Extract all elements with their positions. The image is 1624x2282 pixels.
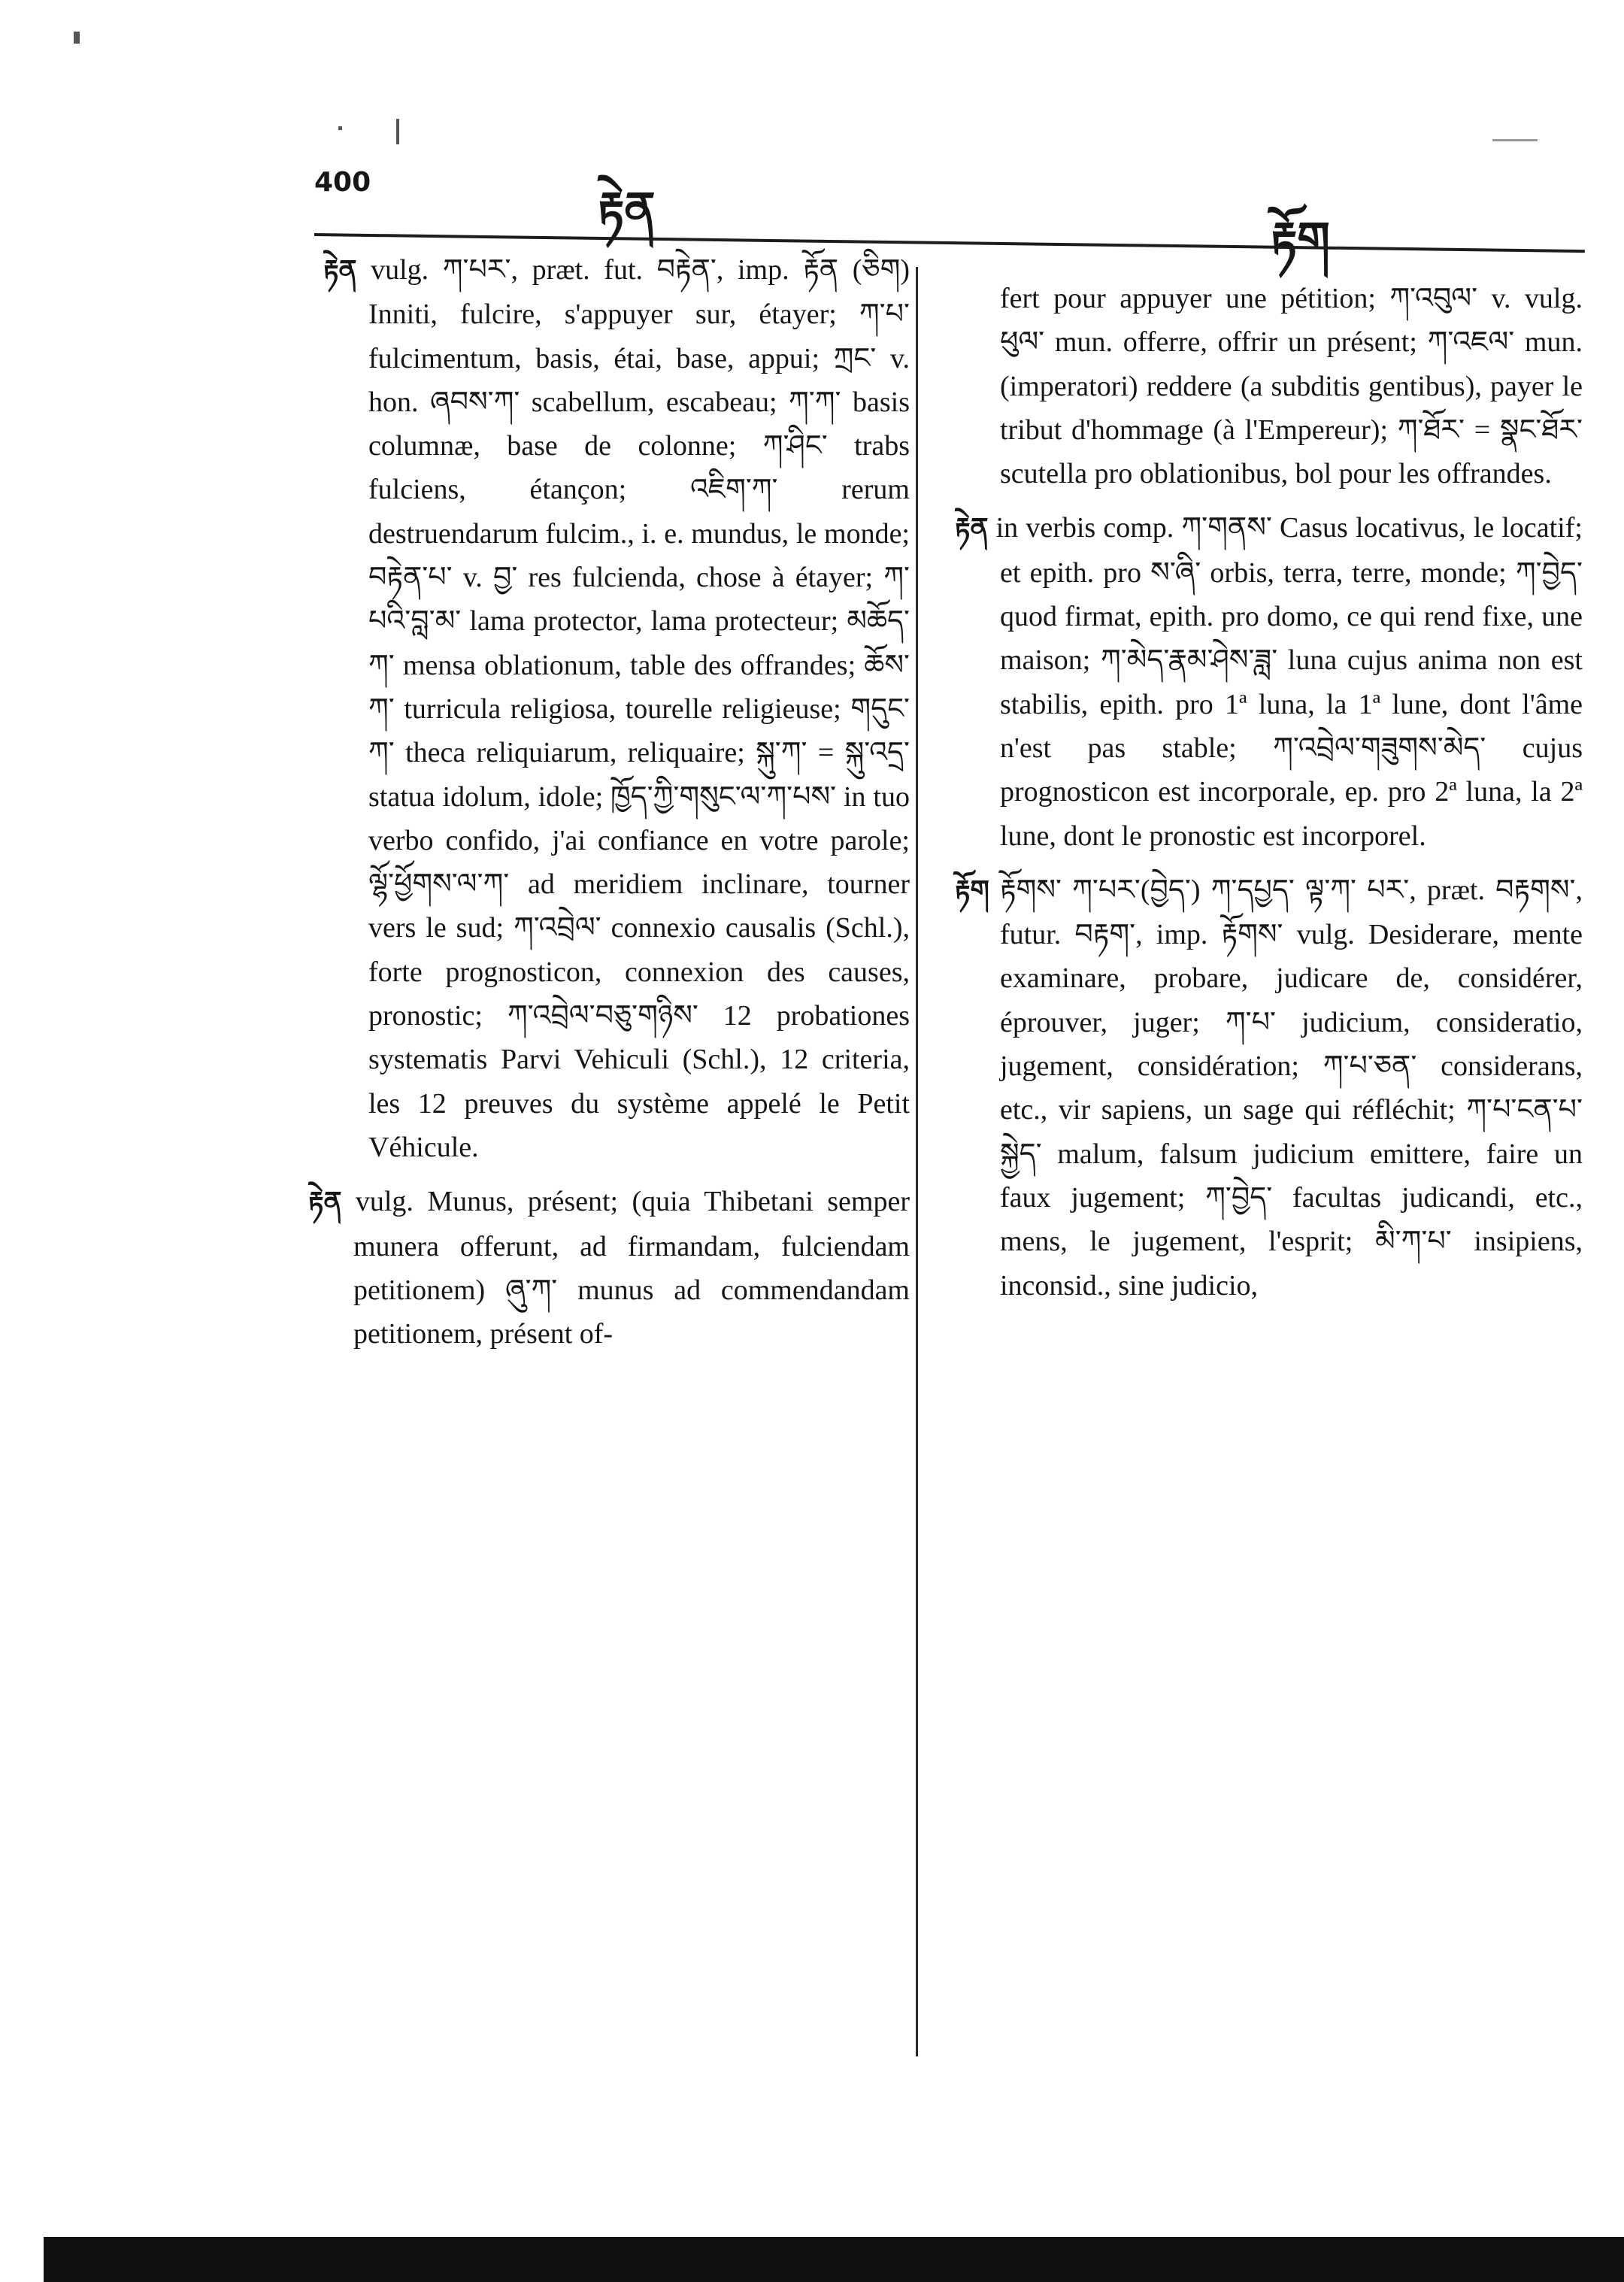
entry-continuation	[955, 277, 1583, 495]
entry-text: fert pour appuyer une pétition; ཀ་འབུལ་ v. vulg. ཕུལ་ mun. offerre, offrir un présent; ཀ་འཇལ་ mun. (imperatori) reddere (a subditis gentibus), payer le tribut d'hommage (à l'Empereur); ཀ་ཐོར་ = སྣང་ཐོར་ scutella pro oblationibus, bol pour les offrandes.	[1000, 283, 1583, 490]
entry-headword: རྟེན	[308, 1186, 342, 1218]
entry-headword: རྟོག	[955, 874, 989, 906]
entry-text: vulg. Munus, présent; (quia Thibetani semper munera offerunt, ad firmandam, fulciendam petitionem) ཞུ་ཀ་ munus ad commendandam petitionem, présent of-	[353, 1186, 910, 1350]
entry-rten-1	[308, 248, 910, 1169]
right-column	[955, 277, 1583, 1308]
scan-mark	[396, 119, 399, 144]
entry-rten-2	[308, 1180, 910, 1356]
column-divider	[916, 267, 918, 2056]
right-running-head: རྟོག	[1271, 211, 1330, 266]
entry-rtog	[955, 868, 1583, 1308]
page-number: 400	[314, 167, 371, 198]
left-column	[308, 248, 910, 1356]
entry-text: རྟོགས་ ཀ་པར་(བྱེད་) ཀ་དཔྱད་ ལྟ་ཀ་ པར་, præt. བརྟགས་, futur. བརྟག་, imp. རྟོགས་ vulg. Desiderare, mente examinare, probare, judicare de, considérer, éprouver, juger; ཀ་པ་ judicium, consideratio, jugement, considération; ཀ་པ་ཅན་ considerans, etc., vir sapiens, un sage qui réfléchit; ཀ་པ་ངན་པ་སྐྱེད་ malum, falsum judicium emittere, faire un faux jugement; ཀ་བྱེད་ facultas judicandi, etc., mens, le jugement, l'esprit; མི་ཀ་པ་ insipiens, inconsid., sine judicio,	[1000, 874, 1583, 1302]
entry-text: in verbis comp. ཀ་གནས་ Casus locativus, le locatif; et epith. pro ས་ཞི་ orbis, terra, terre, monde; ཀ་བྱེད་ quod firmat, epith. pro domo, ce qui rend fixe, une maison; ཀ་མེད་རྣམ་ཤེས་ཟླ་ luna cujus anima non est stabilis, epith. pro 1ª luna, la 1ª lune, dont l'âme n'est pas stable; ཀ་འབྲེལ་གཟུགས་མེད་ cujus prognosticon est incorporale, ep. pro 2ª luna, la 2ª lune, dont le pronostic est incorporel.	[995, 512, 1583, 852]
entry-headword: རྟེན	[323, 255, 357, 286]
left-running-head: རྟེན	[598, 181, 656, 236]
scan-mark	[74, 32, 80, 44]
scan-mark	[1492, 139, 1538, 141]
entry-text: vulg. ཀ་པར་, præt. fut. བརྟེན་, imp. རྟོན (ཅིག) Inniti, fulcire, s'appuyer sur, étayer; ཀ་པ་ fulcimentum, basis, étai, base, appui; ཀྲང་ v. hon. ཞབས་ཀ་ scabellum, escabeau; ཀ་ཀ་ basis columnæ, base de colonne; ཀ་ཤིང་ trabs fulciens, étançon; འཇིག་ཀ་ rerum destruendarum fulcim., i. e. mundus, le monde; བརྟེན་པ་ v. བྱ་ res fulcienda, chose à étayer; ཀ་པའི་བླ་མ་ lama protector, lama protecteur; མཆོད་ཀ་ mensa oblationum, table des offrandes; ཆོས་ཀ་ turricula religiosa, tourelle religieuse; གདུང་ཀ་ theca reliquiarum, reliquaire; སྐུ་ཀ་ = སྐུ་འདྲ་ statua idolum, idole; ཁྱོད་ཀྱི་གསུང་ལ་ཀ་པས་ in tuo verbo confido, j'ai confiance en votre parole; ལྷོ་ཕྱོགས་ལ་ཀ་ ad meridiem inclinare, tourner vers le sud; ཀ་འབྲེལ་ connexio causalis (Schl.), forte prognosticon, connexion des causes, pronostic; ཀ་འབྲེལ་བཅུ་གཉིས་ 12 probationes systematis Parvi Vehiculi (Schl.), 12 criteria, les 12 preuves du système appelé le Petit Véhicule.	[368, 254, 910, 1163]
scan-bottom-edge	[44, 2237, 1624, 2282]
entry-rten-3	[955, 506, 1583, 857]
scan-mark	[338, 126, 342, 130]
entry-headword: རྟེན	[955, 513, 989, 544]
